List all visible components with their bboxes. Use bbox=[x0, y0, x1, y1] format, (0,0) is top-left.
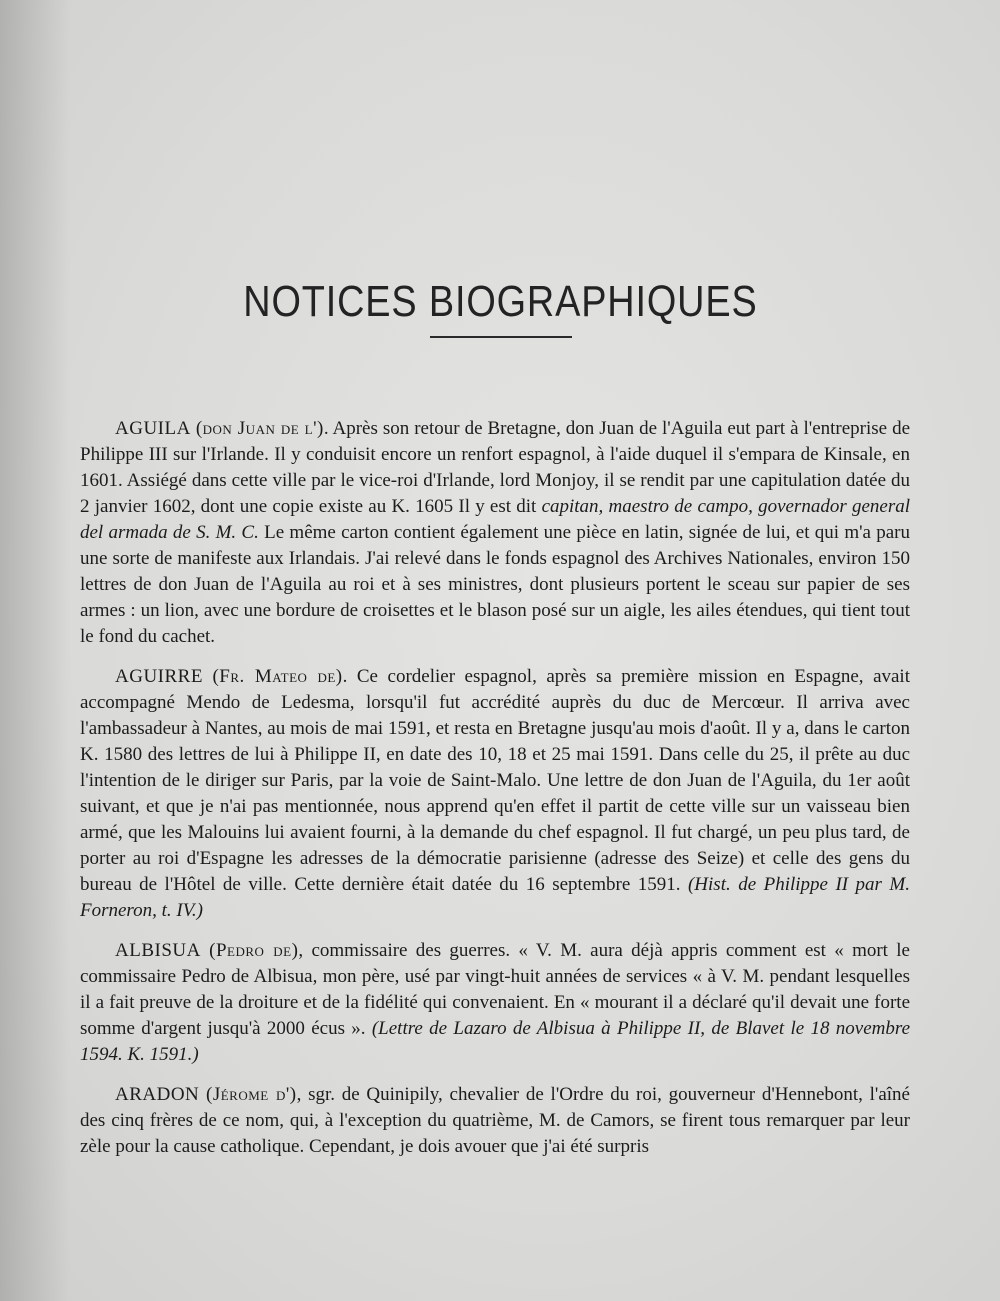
entry-subhead: (Pedro de) bbox=[209, 940, 299, 961]
entry-aguirre bbox=[80, 664, 910, 924]
title-divider bbox=[430, 336, 572, 338]
entry-subhead: (Fr. Mateo de) bbox=[212, 666, 343, 687]
page-gutter-shadow bbox=[0, 0, 70, 1301]
entry-head: ALBISUA bbox=[115, 940, 201, 961]
entry-text: . Après son retour de Bretagne, don Juan de l'Aguila eut part à l'entreprise de Philippe III sur l'Irlande. Il y conduisit encore un renfort espagnol, à l'aide duquel il s'empara de Kinsale, en 1601. Assiégé dans cette ville par le vice-roi d'Irlande, lord Monjoy, il se rendit par une capitulation datée du 2 janvier 1602, dont une copie existe au K. 1605 Il y est dit bbox=[80, 418, 911, 517]
entries-body bbox=[80, 416, 910, 1174]
entry-text: , sgr. de Quinipily, chevalier de l'Ordre du roi, gouverneur d'Hennebont, l'aîné des cinq frères de ce nom, qui, à l'exception du quatrième, M. de Camors, se firent tous remarquer par leur zèle pour la cause catholique. Cependant, je dois avouer que j'ai été surpris bbox=[80, 1084, 910, 1157]
entry-text-continued: Le même carton contient également une pièce en latin, signée de lui, et qui m'a paru une sorte de manifeste aux Irlandais. J'ai relevé dans le fonds espagnol des Archives Nationales, environ 150 lettres de don Juan de l'Aguila au roi et à ses ministres, dont plusieurs portent le sceau sur papier de ses armes : un lion, avec une bordure de croisettes et le blason posé sur un aigle, les ailes étendues, qui tient tout le fond du cachet. bbox=[80, 522, 910, 647]
page-title: NOTICES BIOGRAPHIQUES bbox=[243, 277, 758, 327]
entry-subhead: (Jérome d') bbox=[206, 1084, 297, 1105]
entry-aradon bbox=[80, 1082, 910, 1160]
entry-head: AGUIRRE bbox=[115, 666, 203, 687]
entry-head: ARADON bbox=[115, 1084, 200, 1105]
entry-head: AGUILA bbox=[115, 418, 191, 439]
entry-italic: (Lettre de Lazaro de Albisua à Philippe II, de Blavet le 18 novembre 1594. K. 1591.) bbox=[80, 1018, 911, 1065]
entry-text: , commissaire des guerres. « V. M. aura déjà appris comment est « mort le commissaire Pedro de Albisua, mon père, usé par vingt-huit années de services « à V. M. pendant lesquelles il a fait preuve de la droiture et de la fidélité qui convenaient. En « mourant il a déclaré qu'il devait une forte somme d'argent jusqu'à 2000 écus ». bbox=[80, 940, 910, 1039]
entry-italic: (Hist. de Philippe II par M. Forneron, t. IV.) bbox=[80, 874, 910, 921]
entry-text: . Ce cordelier espagnol, après sa première mission en Espagne, avait accompagné Mendo de Ledesma, lorsqu'il fut accrédité auprès du duc de Mercœur. Il arriva avec l'ambassadeur à Nantes, au mois de mai 1591, et resta en Bretagne jusqu'au mois d'août. Il y a, dans le carton K. 1580 des lettres de lui à Philippe II, en date des 10, 18 et 25 mai 1591. Dans celle du 25, il prête au duc l'intention de le diriger sur Paris, par la voie de Saint-Malo. Une lettre de don Juan de l'Aguila, du 1er août suivant, et que je n'ai pas mentionnée, nous apprend qu'en effet il partit de cette ville sur un vaisseau bien armé, que les Malouins lui avaient fourni, à la demande du chef espagnol. Il fut chargé, un peu plus tard, de porter au roi d'Espagne les adresses de la démocratie parisienne (adresse des Seize) et celle des gens du bureau de l'Hôtel de ville. Cette dernière était datée du 16 septembre 1591. bbox=[80, 666, 910, 895]
entry-albisua bbox=[80, 938, 910, 1068]
entry-italic: capitan, maestro de campo, governador general del armada de S. M. C. bbox=[80, 496, 910, 543]
entry-subhead: (don Juan de l') bbox=[195, 418, 324, 439]
entry-aguila bbox=[80, 416, 910, 650]
